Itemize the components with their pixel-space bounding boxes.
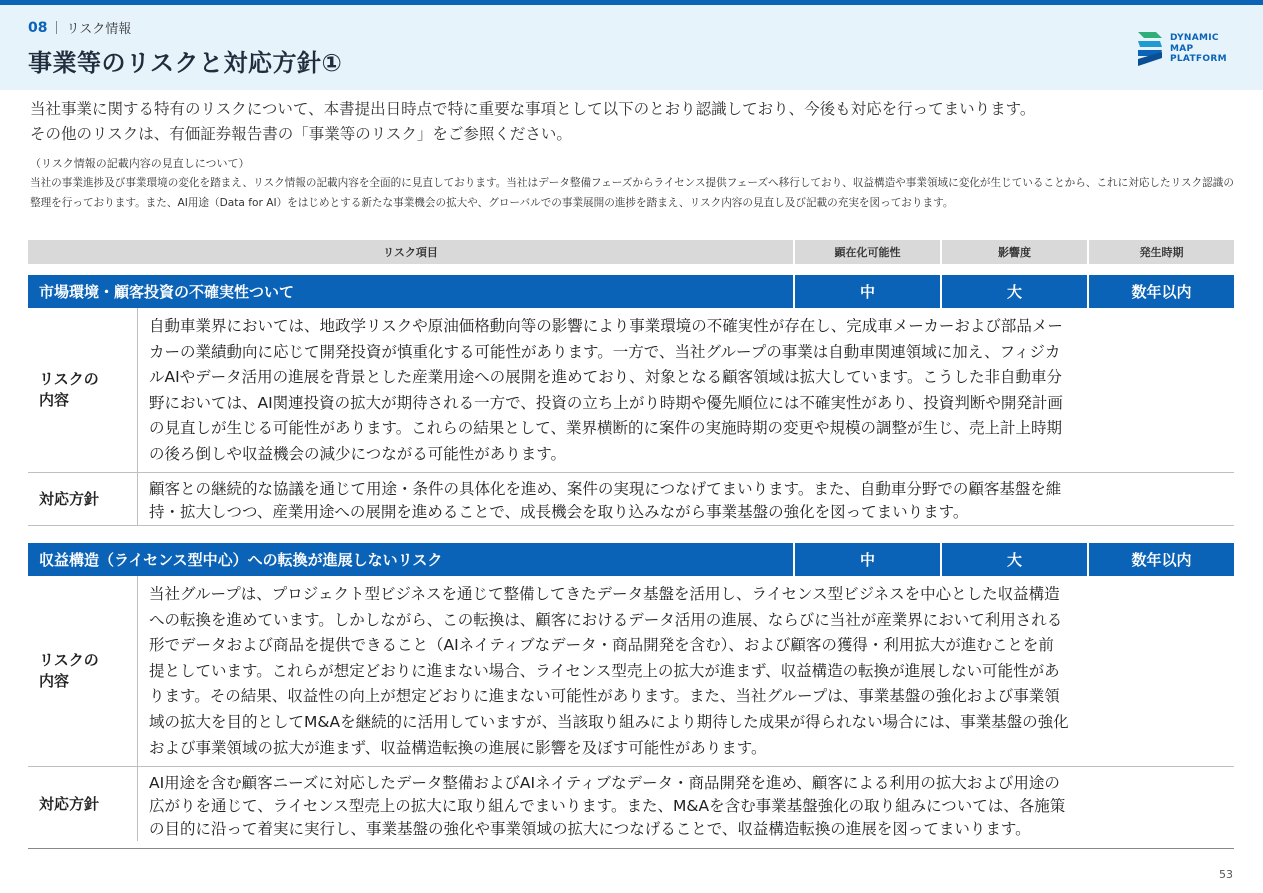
risk-likelihood: 中 bbox=[795, 275, 942, 308]
text-line: 自動車業界においては、地政学リスクや原油価格動向等の影響により事業環境の不確実性が存在し、完成車メーカーおよび部品メー bbox=[149, 317, 1063, 335]
risk-timing: 数年以内 bbox=[1089, 543, 1234, 576]
risk-response-row bbox=[28, 767, 1234, 841]
section-name: リスク情報 bbox=[66, 22, 132, 37]
text-line: カーの業績動向に応じて開発投資が慎重化する可能性があります。一方で、当社グループの事業は自動車関連領域に加え、フィジカ bbox=[149, 342, 1061, 361]
section-number: 08 bbox=[28, 19, 48, 36]
intro-line-2: その他のリスクは、有価証券報告書の「事業等のリスク」をご参照ください。 bbox=[30, 125, 572, 143]
risk-impact: 大 bbox=[942, 543, 1089, 576]
intro-line-1: 当社事業に関する特有のリスクについて、本書提出日時点で特に重要な事項として以下のとおり認識しており、今後も対応を行ってまいります。 bbox=[30, 100, 1036, 118]
risk-response-label: 対応方針 bbox=[28, 767, 138, 841]
risk-heading-row bbox=[28, 275, 1234, 308]
text-line: 形でデータおよび商品を提供できること（AIネイティブなデータ・商品開発を含む）、および顧客の獲得・利用拡大が進むことを前 bbox=[149, 636, 1054, 655]
page-title: 事業等のリスクと対応方針① bbox=[28, 49, 343, 77]
risk-content-label: リスクの 内容 bbox=[28, 308, 138, 472]
breadcrumb-divider bbox=[56, 21, 57, 34]
logo-line-2: MAP bbox=[1170, 43, 1194, 54]
note-title: （リスク情報の記載内容の見直しについて） bbox=[30, 157, 250, 170]
text-line: 野においては、AI関連投資の拡大が期待される一方で、投資の立ち上がり時期や優先順位には不確実性があり、投資判断や開発計画 bbox=[149, 393, 1063, 412]
page-header bbox=[0, 5, 1263, 90]
text-line: AI用途を含む顧客ニーズに対応したデータ整備およびAIネイティブなデータ・商品開発を進め、顧客による利用の拡大および用途の bbox=[149, 774, 1060, 792]
text-line: ルAIやデータ活用の進展を背景とした産業用途への展開を進めており、対象となる顧客領域は拡大しています。こうした非自動車分 bbox=[149, 368, 1062, 387]
risk-likelihood: 中 bbox=[795, 543, 942, 576]
risk-content-row bbox=[28, 576, 1234, 767]
bottom-divider bbox=[28, 848, 1234, 849]
column-header-impact: 影響度 bbox=[942, 240, 1089, 264]
text-line: の目的に沿って着実に実行し、事業基盤の強化や事業領域の拡大につなげることで、収益構造転換の進展を図ってまいります。 bbox=[149, 820, 1031, 838]
text-line: ります。その結果、収益性の向上が想定どおりに進まない可能性があります。また、当社グループは、事業基盤の強化および事業領 bbox=[149, 687, 1060, 706]
risk-content-label: リスクの 内容 bbox=[28, 576, 138, 766]
company-logo bbox=[1136, 30, 1227, 68]
column-header-item: リスク項目 bbox=[28, 240, 795, 264]
column-header-timing: 発生時期 bbox=[1089, 240, 1234, 264]
text-line: 顧客との継続的な協議を通じて用途・条件の具体化を進め、案件の実現につなげてまいります。また、自動車分野での顧客基盤を維 bbox=[149, 480, 1062, 498]
risk-response-label: 対応方針 bbox=[28, 473, 138, 525]
risk-content-row bbox=[28, 308, 1234, 473]
text-line: の見直しが生じる可能性があります。これらの結果として、業界横断的に案件の実施時期の変更や規模の調整が生じ、売上計上時期 bbox=[149, 419, 1062, 438]
section-breadcrumb bbox=[28, 18, 131, 37]
risk-heading-row bbox=[28, 543, 1234, 576]
intro-text bbox=[30, 97, 1240, 147]
risk-timing: 数年以内 bbox=[1089, 275, 1234, 308]
text-line: および事業領域の拡大が進まず、収益構造転換の進展に影響を及ぼす可能性があります。 bbox=[149, 738, 767, 757]
text-line: 持・拡大しつつ、産業用途への展開を進めることで、成長機会を取り込みながら事業基盤の強化を図ってまいります。 bbox=[149, 503, 969, 521]
logo-wordmark bbox=[1170, 33, 1227, 65]
risk-response-text bbox=[138, 767, 1234, 841]
risk-title: 収益構造（ライセンス型中心）への転換が進展しないリスク bbox=[28, 543, 795, 576]
page-number: 53 bbox=[1219, 868, 1233, 881]
risk-content-text bbox=[138, 576, 1234, 766]
logo-mark-icon bbox=[1136, 30, 1164, 68]
text-line: への転換を進めています。しかしながら、この転換は、顧客におけるデータ活用の進展、ならびに当社が産業界において利用される bbox=[149, 610, 1063, 629]
text-line: 当社グループは、プロジェクト型ビジネスを通じて整備してきたデータ基盤を活用し、ライセンス型ビジネスを中心とした収益構造 bbox=[149, 585, 1060, 603]
risk-content-text bbox=[138, 308, 1234, 472]
logo-line-3: PLATFORM bbox=[1170, 54, 1227, 65]
text-line: 提としています。これらが想定どおりに進まない場合、ライセンス型売上の拡大が進まず、収益構造の転換が進展しない可能性があ bbox=[149, 661, 1060, 680]
table-header bbox=[28, 240, 1234, 264]
column-header-likelihood: 顕在化可能性 bbox=[795, 240, 942, 264]
text-line: の後ろ倒しや収益機会の減少につながる可能性があります。 bbox=[149, 444, 566, 463]
logo-line-1: DYNAMIC bbox=[1170, 33, 1219, 44]
risk-title: 市場環境・顧客投資の不確実性ついて bbox=[28, 275, 795, 308]
risk-impact: 大 bbox=[942, 275, 1089, 308]
text-line: 域の拡大を目的としてM&Aを継続的に活用していますが、当該取り組みにより期待した成果が得られない場合には、事業基盤の強化 bbox=[149, 712, 1069, 731]
note-body: 当社の事業進捗及び事業環境の変化を踏まえ、リスク情報の記載内容を全面的に見直しております。当社はデータ整備フェーズからライセンス提供フェーズへ移行しており、収益構造や事業領域に変化が生じていることから、これに対応したリスク認識の整理を行っております。また、AI用途（Data for AI）をはじめとする新たな事業機会の拡大や、グローバルでの事業展開の進捗を踏まえ、リスク内容の見直し及び記載の充実を図っております。 bbox=[30, 177, 1234, 209]
risk-response-row bbox=[28, 473, 1234, 526]
risk-response-text bbox=[138, 473, 1234, 525]
text-line: 広がりを通じて、ライセンス型売上の拡大に取り組んでまいります。また、M&Aを含む事業基盤強化の取り組みについては、各施策 bbox=[149, 797, 1066, 815]
